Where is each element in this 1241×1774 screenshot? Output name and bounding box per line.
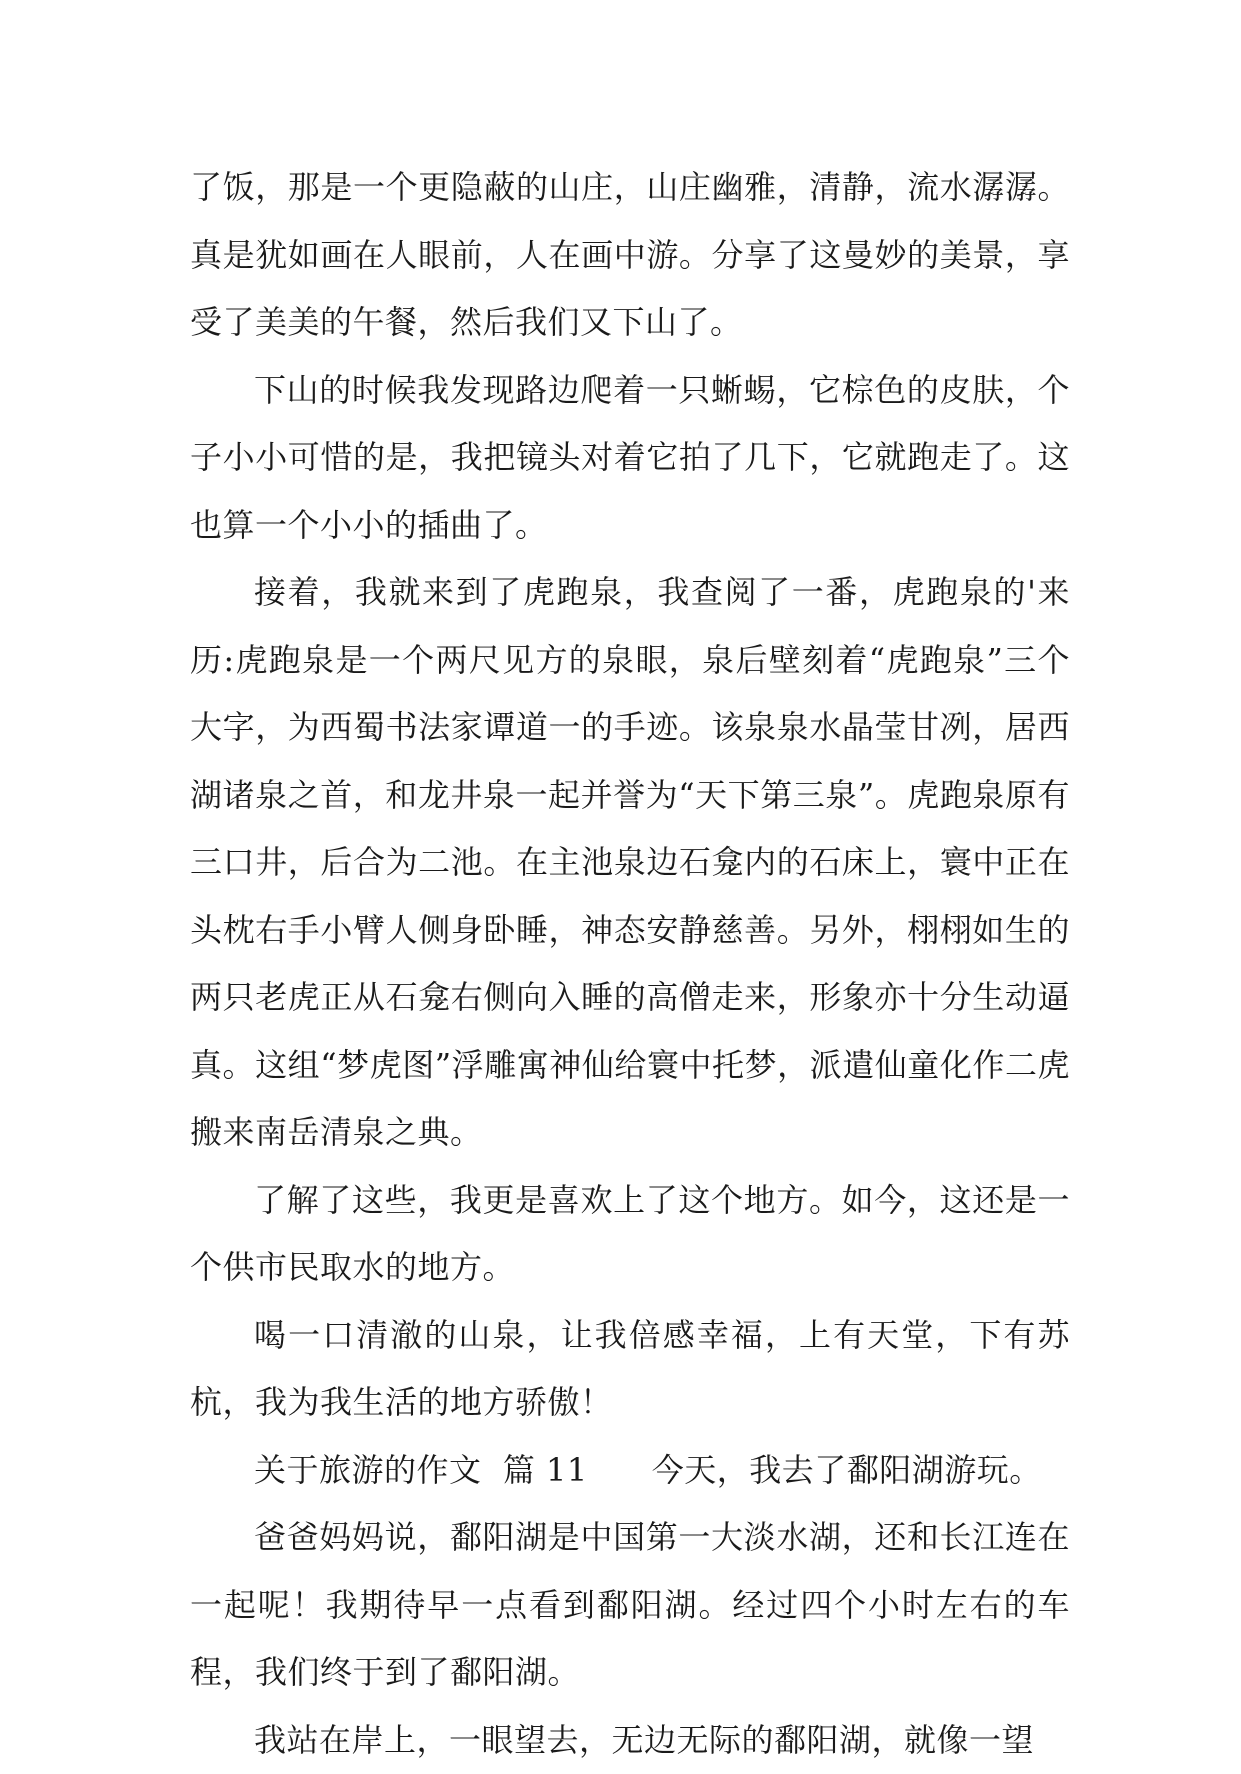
paragraph-5: 喝一口清澈的山泉，让我倍感幸福，上有天堂，下有苏杭，我为我生活的地方骄傲！ bbox=[190, 1302, 1070, 1437]
document-body bbox=[190, 154, 1070, 1774]
paragraph-8: 我站在岸上，一眼望去，无边无际的鄱阳湖，就像一望 bbox=[190, 1707, 1070, 1774]
paragraph-4: 了解了这些，我更是喜欢上了这个地方。如今，这还是一个供市民取水的地方。 bbox=[190, 1167, 1070, 1302]
paragraph-2: 下山的时候我发现路边爬着一只蜥蜴，它棕色的皮肤，个子小小可惜的是，我把镜头对着它拍了几下，它就跑走了。这也算一个小小的插曲了。 bbox=[190, 357, 1070, 560]
paragraph-1: 了饭，那是一个更隐蔽的山庄，山庄幽雅，清静，流水潺潺。真是犹如画在人眼前，人在画中游。分享了这曼妙的美景，享受了美美的午餐，然后我们又下山了。 bbox=[190, 154, 1070, 357]
section-heading-line: 关于旅游的作文 篇 11 今天，我去了鄱阳湖游玩。 bbox=[190, 1437, 1070, 1505]
paragraph-7: 爸爸妈妈说，鄱阳湖是中国第一大淡水湖，还和长江连在一起呢！我期待早一点看到鄱阳湖。经过四个小时左右的车程，我们终于到了鄱阳湖。 bbox=[190, 1504, 1070, 1707]
paragraph-3: 接着，我就来到了虎跑泉，我查阅了一番，虎跑泉的'来历:虎跑泉是一个两尺见方的泉眼，泉后壁刻着“虎跑泉”三个大字，为西蜀书法家谭道一的手迹。该泉泉水晶莹甘冽，居西湖诸泉之首，和龙井泉一起并誉为“天下第三泉”。虎跑泉原有三口井，后合为二池。在主池泉边石龛内的石床上，寰中正在头枕右手小臂人侧身卧睡，神态安静慈善。另外，栩栩如生的两只老虎正从石龛右侧向入睡的高僧走来，形象亦十分生动逼真。这组“梦虎图”浮雕寓神仙给寰中托梦，派遣仙童化作二虎搬来南岳清泉之典。 bbox=[190, 559, 1070, 1167]
